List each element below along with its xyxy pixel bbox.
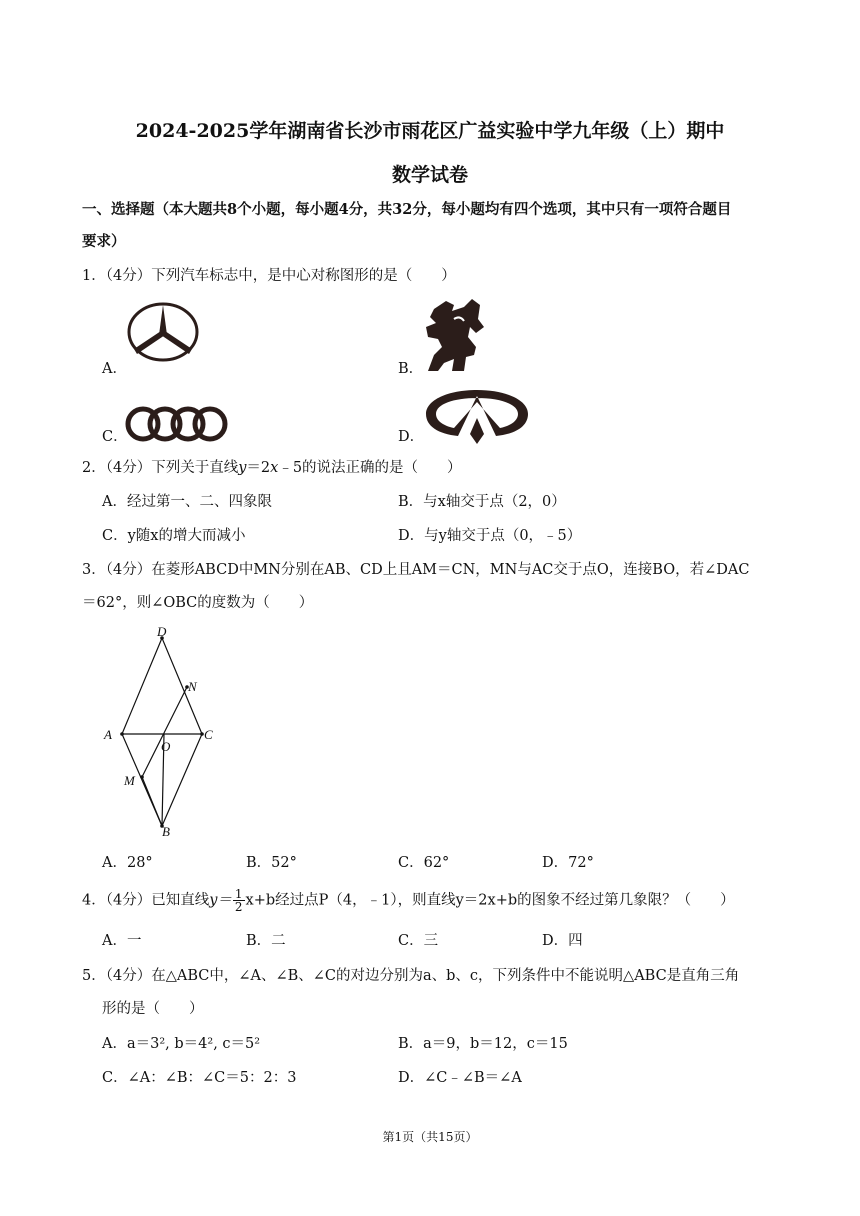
page-subtitle: 数学试卷 [391,164,468,186]
question-5-stem: 5．（4分）在△ABC中，∠A、∠B、∠C的对边分别为a、b、c，下列条件中不能说明△ABC是直角三角 [82,968,740,984]
question-3-stem-cont: ＝62°，则∠OBC的度数为（ ） [82,595,314,611]
question-4-option-d: D．四 [542,933,583,949]
question-4-stem: 4．（4分）已知直线y＝ $\frac{1}{2}$ x+b经过点P（4，﹣1），则直线y＝2x+b的图象不经过第几象限？（ ） [82,887,735,914]
question-4-option-a: A．一 [102,933,142,949]
audi-rings-logo-icon [126,404,228,444]
page-title: 2024-2025学年湖南省长沙市雨花区广益实验中学九年级（上）期中 [135,120,725,142]
question-2-stem: 2．（4分）下列关于直线y＝2x﹣5的说法正确的是（ ） [82,460,462,476]
question-1-option-b: B． [398,361,424,377]
question-5-option-b: B．a＝9，b＝12，c＝15 [398,1036,568,1052]
question-5-option-d: D．∠C﹣∠B＝∠A [398,1070,522,1086]
vertex-label-b: B [162,824,170,839]
question-2-option-d: D．与y轴交于点（0，﹣5） [398,528,582,544]
question-3-option-c: C．62° [398,855,450,871]
question-5-stem-cont: 形的是（ ） [102,1001,204,1017]
fraction-one-half: $\frac{1}{2}$ [234,887,243,914]
question-2-option-b: B．与x轴交于点（2，0） [398,494,566,510]
rhombus-figure [100,624,230,839]
section-heading: 一、选择题（本大题共8个小题，每小题4分，共32分，每小题均有四个选项，其中只有一项符合题目 [82,201,732,218]
vertex-label-a: A [104,727,112,742]
question-1-option-c: C． [102,429,128,445]
question-3-option-d: D．72° [542,855,594,871]
question-1-option-a: A． [102,361,127,377]
peugeot-lion-logo-icon [424,297,486,373]
question-3-stem: 3．（4分）在菱形ABCD中MN分别在AB、CD上且AM＝CN，MN与AC交于点O，连接BO，若∠DAC [82,562,750,578]
vertex-label-d: D [157,624,167,639]
section-heading-cont: 要求） [82,233,126,250]
mercedes-logo-icon [126,302,200,362]
infiniti-logo-icon [424,388,530,444]
vertex-label-c: C [204,727,213,742]
vertex-label-n: N [188,679,197,694]
question-3-option-b: B．52° [246,855,297,871]
question-4-option-c: C．三 [398,933,439,949]
page-footer: 第1页（共15页） [382,1130,478,1144]
question-5-option-c: C．∠A：∠B：∠C＝5：2：3 [102,1070,297,1086]
question-2-option-a: A．经过第一、二、四象限 [102,494,272,510]
question-2-option-c: C．y随x的增大而减小 [102,528,246,544]
question-4-option-b: B．二 [246,933,286,949]
vertex-label-m: M [124,773,135,788]
question-3-option-a: A．28° [102,855,153,871]
vertex-label-o: O [161,739,171,754]
question-1-stem: 1．（4分）下列汽车标志中，是中心对称图形的是（ ） [82,268,456,284]
question-5-option-a: A．a＝3², b＝4², c＝5² [102,1036,261,1052]
question-1-option-d: D． [398,429,425,445]
